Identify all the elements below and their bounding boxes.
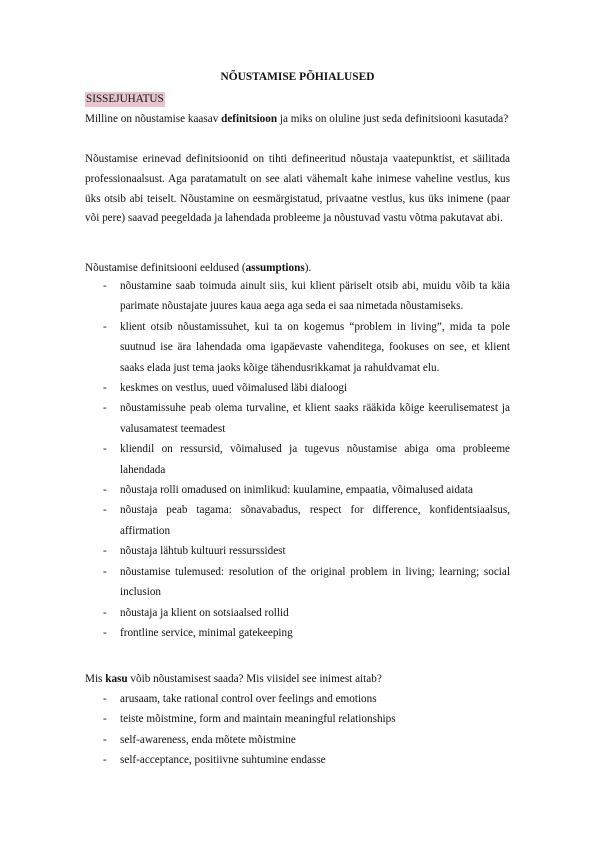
dash-bullet: - [103,402,107,415]
section-heading-intro: SISSEJUHATUS [86,93,164,105]
document-title: NÕUSTAMISE PÕHIALUSED [220,71,375,83]
assumptions-lead-prefix: Nõustamise definitsiooni eeldused ( [85,262,246,274]
dash-bullet: - [103,545,107,558]
list-item-text: nõustamissuhe peab olema turvaline, et klient saaks rääkida kõige keerulisematest ja valusamatest teemadest [120,402,510,435]
list-item [85,317,510,378]
list-item-text: self-acceptance, positiivne suhtumine endasse [120,754,326,767]
list-item [85,398,510,439]
list-item-text: klient otsib nõustamissuhet, kui ta on kogemus “problem in living”, mida ta pole suutnud ise ära lahendada oma igapäevaste vahenditega, fookuses on see, et klient saaks elada just tema jaoks kõige tähendusrikkamat ja rahuldvamat elu. [120,320,510,374]
assumptions-lead-bold: assumptions [245,262,305,274]
list-item-text: frontline service, minimal gatekeeping [120,626,293,639]
dash-bullet: - [103,443,107,456]
dash-bullet: - [103,754,107,767]
benefits-list [85,689,510,771]
dash-bullet: - [103,320,107,333]
dash-bullet: - [103,565,107,578]
list-item-text: arusaam, take rational control over feelings and emotions [120,693,377,705]
intro-question-prefix: Milline on nõustamise kaasav [85,113,222,125]
list-item-text: teiste mõistmine, form and maintain meaningful relationships [120,713,396,726]
list-item-text: nõustaja rolli omadused on inimlikud: kuulamine, empaatia, võimalused aidata [120,484,473,497]
dash-bullet: - [103,693,107,705]
dash-bullet: - [103,280,107,292]
benefits-lead [85,672,382,687]
dash-bullet: - [103,484,107,497]
benefits-lead-suffix: võib nõustamisest saada? Mis viisidel see inimest aitab? [127,673,382,685]
list-item [85,750,510,770]
intro-question [85,110,510,130]
list-item [85,562,510,603]
list-item-text: nõustamine saab toimuda ainult siis, kui klient päriselt otsib abi, muidu võib ta käia parimate nõustajate juures kaua aega aga seda ei saa nimetada nõustamiseks. [120,280,510,313]
assumptions-lead-suffix: ). [304,262,312,274]
list-item [85,730,510,750]
dash-bullet: - [103,382,107,395]
dash-bullet: - [103,626,107,639]
list-item-text: nõustamise tulemused: resolution of the original problem in living; learning; social inclusion [120,565,510,599]
list-item-text: nõustaja ja klient on sotsiaalsed rollid [120,606,289,619]
dash-bullet: - [103,504,107,517]
intro-paragraph: Nõustamise erinevad definitsioonid on tihti defineeritud nõustaja vaatepunktist, et säilitada professionaalsust. Aga paratamatult on see alati vähemalt kahe inimese vaheline vestlus, kus üks otsib abi teiselt. Nõustamine on eesmärgistatud, privaatne vestlus, kus üks inimene (paar või pere) saavad peegeldada ja lahendada probleeme ja nõustuvad vastu võtma pakutavat abi. [85,153,510,225]
list-item [85,689,510,709]
benefits-lead-prefix: Mis [85,673,106,685]
dash-bullet: - [103,606,107,619]
dash-bullet: - [103,733,107,746]
intro-question-bold: definitsioon [221,113,278,125]
list-item-text: keskmes on vestlus, uued võimalused läbi dialoogi [120,382,348,395]
list-item [85,276,510,317]
list-item [85,439,510,480]
intro-question-suffix: ja miks on oluline just seda definitsiooni kasutada? [277,113,509,125]
list-item [85,378,510,398]
assumptions-lead [85,261,311,276]
list-item [85,623,510,643]
list-item [85,603,510,623]
list-item-text: nõustaja peab tagama: sõnavabadus, respect for difference, konfidentsiaalsus, affirmation [120,504,510,537]
list-item-text: nõustaja lähtub kultuuri ressurssidest [120,545,286,558]
list-item [85,541,510,561]
list-item-text: kliendil on ressursid, võimalused ja tugevus nõustamise abiga oma probleeme lahendada [120,443,510,476]
list-item-text: self-awareness, enda mõtete mõistmine [120,733,296,746]
benefits-lead-bold: kasu [105,673,128,685]
assumptions-list [85,276,510,643]
dash-bullet: - [103,713,107,726]
list-item [85,500,510,541]
list-item [85,480,510,500]
list-item [85,709,510,729]
